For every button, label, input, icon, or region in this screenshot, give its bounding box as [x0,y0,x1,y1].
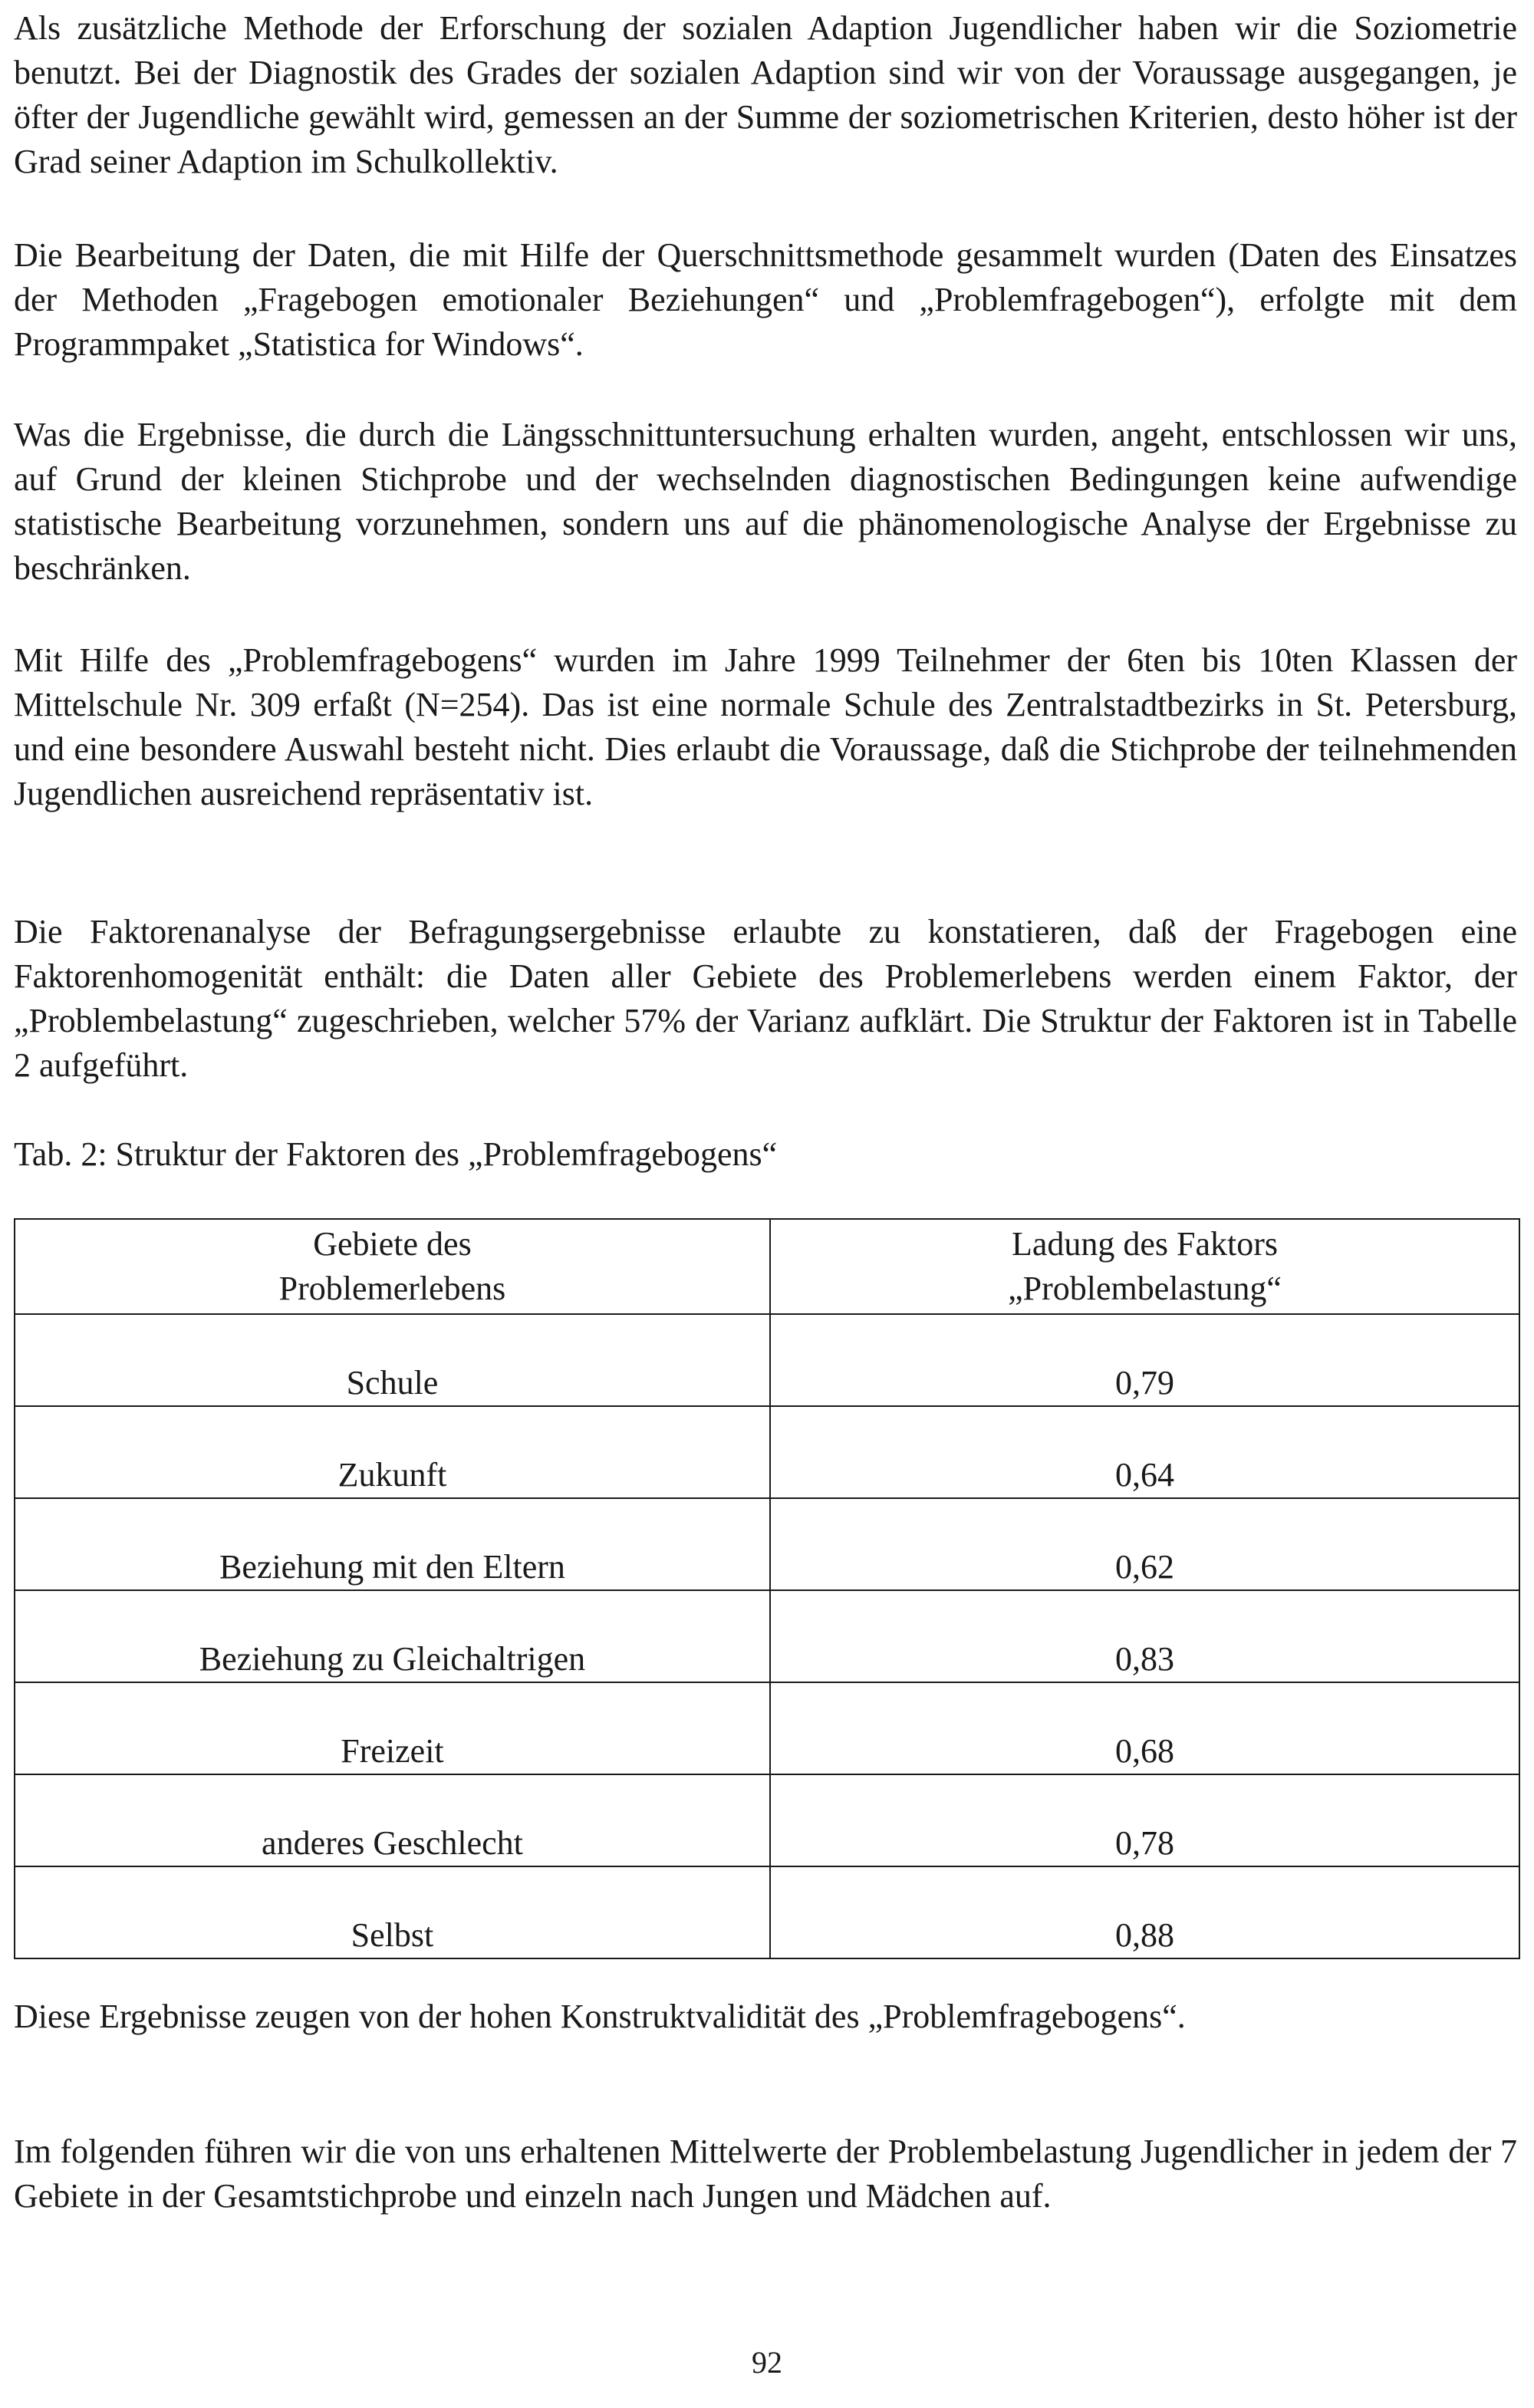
paragraph-mittelwerte: Im folgenden führen wir die von uns erhaltenen Mittelwerte der Problembelastung Jugendlicher in jedem der 7 Gebiete in der Gesamtstichprobe und einzeln nach Jungen und Mädchen auf. [14,2133,1517,2215]
cell-area: Beziehung mit den Eltern [15,1498,770,1590]
cell-loading: 0,79 [770,1314,1519,1406]
table-caption: Tab. 2: Struktur der Faktoren des „Problemfragebogens“ [14,1135,778,1173]
paragraph-soziometrie: Als zusätzliche Methode der Erforschung der sozialen Adaption Jugendlicher haben wir die Soziometrie benutzt. Bei der Diagnostik des Grades der sozialen Adaption sind wir von der Voraussage ausgegangen, je öfter der Jugendliche gewählt wird, gemessen an der Summe der soziometrischen Kriterien, desto höher ist der Grad seiner Adaption im Schulkollektiv. [14,9,1517,180]
paragraph-laengsschnitt: Was die Ergebnisse, die durch die Längsschnittuntersuchung erhalten wurden, angeht, entschlossen wir uns, auf Grund der kleinen Stichprobe und der wechselnden diagnostischen Bedingungen keine aufwendige statistische Bearbeitung vorzunehmen, sondern uns auf die phänomenologische Analyse der Ergebnisse zu beschränken. [14,416,1517,587]
table-header-row [15,1219,1519,1314]
table-row [15,1774,1519,1866]
table-row [15,1314,1519,1406]
header-gebiete [15,1219,770,1314]
cell-loading: 0,64 [770,1406,1519,1498]
cell-area: anderes Geschlecht [15,1774,770,1866]
table-row [15,1498,1519,1590]
factor-structure-table [14,1218,1520,1959]
table-row [15,1406,1519,1498]
header-ladung [770,1219,1519,1314]
table-row [15,1590,1519,1682]
cell-loading: 0,62 [770,1498,1519,1590]
cell-area: Selbst [15,1866,770,1958]
cell-loading: 0,78 [770,1774,1519,1866]
cell-loading: 0,83 [770,1590,1519,1682]
header-gebiete-line2: Problemerlebens [278,1270,506,1307]
header-gebiete-line1: Gebiete des [313,1225,472,1263]
cell-loading: 0,68 [770,1682,1519,1774]
paragraph-datenbearbeitung: Die Bearbeitung der Daten, die mit Hilfe der Querschnittsmethode gesammelt wurden (Daten des Einsatzes der Methoden „Fragebogen emotionaler Beziehungen“ und „Problemfragebogen“), erfolgte mit dem Programmpaket „Statistica for Windows“. [14,236,1517,363]
page-number: 92 [752,2345,782,2380]
table-row [15,1682,1519,1774]
cell-area: Schule [15,1314,770,1406]
cell-loading: 0,88 [770,1866,1519,1958]
header-ladung-line2: „Problembelastung“ [1008,1270,1282,1307]
table-row [15,1866,1519,1958]
cell-area: Zukunft [15,1406,770,1498]
cell-area: Freizeit [15,1682,770,1774]
paragraph-faktorenanalyse: Die Faktorenanalyse der Befragungsergebnisse erlaubte zu konstatieren, daß der Fragebogen eine Faktorenhomogenität enthält: die Daten aller Gebiete des Problemerlebens werden einem Faktor, der „Problembelastung“ zugeschrieben, welcher 57% der Varianz aufklärt. Die Struktur der Faktoren ist in Tabelle 2 aufgeführt. [14,913,1517,1084]
header-ladung-line1: Ladung des Faktors [1011,1225,1278,1263]
paragraph-stichprobe: Mit Hilfe des „Problemfragebogens“ wurden im Jahre 1999 Teilnehmer der 6ten bis 10ten Klassen der Mittelschule Nr. 309 erfaßt (N=254). Das ist eine normale Schule des Zentralstadtbezirks in St. Petersburg, und eine besondere Auswahl besteht nicht. Dies erlaubt die Voraussage, daß die Stichprobe der teilnehmenden Jugendlichen ausreichend repräsentativ ist. [14,641,1517,812]
cell-area: Beziehung zu Gleichaltrigen [15,1590,770,1682]
paragraph-konstruktvaliditaet: Diese Ergebnisse zeugen von der hohen Konstruktvalidität des „Problemfragebogens“. [14,1998,1186,2035]
